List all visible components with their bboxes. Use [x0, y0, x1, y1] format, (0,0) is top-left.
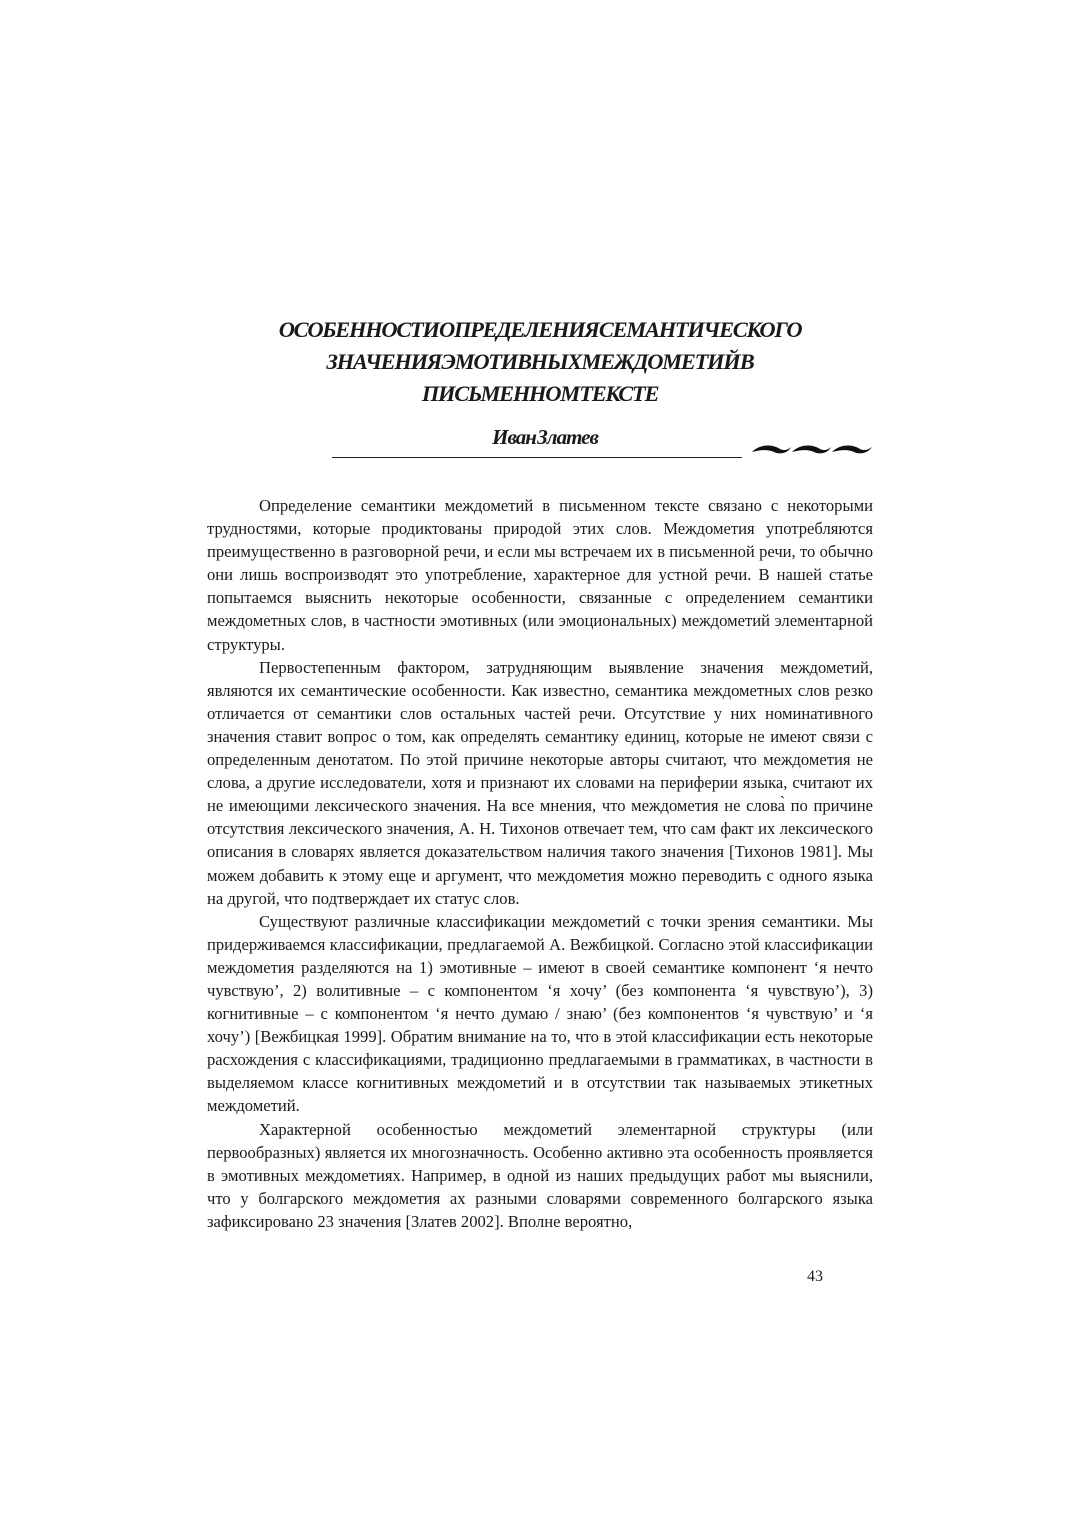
title-line-1: ОСОБЕННОСТИ ОПРЕДЕЛЕНИЯ СЕМАНТИЧЕСКОГО: [278, 317, 802, 342]
paragraph-1: Определение семантики междометий в письменном тексте связано с некоторыми трудностями, которые продиктованы природой этих слов. Междометия употребляются преимущественно в разговорной речи, и если мы встречаем их в письменной речи, то обычно они лишь воспроизводят это употребление, характерное для устной речи. В нашей статье попытаемся выяснить некоторые особенности, связанные с определением семантики междометных слов, в частности эмотивных (или эмоциональных) междометий элементарной структуры.: [207, 496, 873, 654]
author-name: Иван Златев: [492, 425, 598, 449]
article-title: [205, 314, 875, 410]
paragraph-3: Существуют различные классификации междометий с точки зрения семантики. Мы придерживаемся классификации, предлагаемой А. Вежбицкой. Согласно этой классификации междометия разделяются на 1) эмотивные – имеют в своей семантике компонент ‘я нечто чувствую’, 2) волитивные – с компонентом ‘я хочу’ (без компонента ‘я чувствую’), 3) когнитивные – с компонентом ‘я нечто думаю / знаю’ (без компонентов ‘я чувствую’ и ‘я хочу’) [Вежбицкая 1999]. Обратим внимание на то, что в этой классификации есть некоторые расхождения с классификациями, традиционно предлагаемыми в грамматиках, в частности в выделяемом классе когнитивных междометий и в отсутствии так называемых этикетных междометий.: [207, 911, 873, 1116]
swash-ornament-icon: [750, 438, 875, 460]
paragraph-2: Первостепенным фактором, затрудняющим выявление значения междометий, являются их семантические особенности. Как известно, семантика междометных слов резко отличается от семантики слов остальных частей речи. Отсутствие у них номинативного значения ставит вопрос о том, как определять семантику единиц, которые не имеют связи с определенным денотатом. По этой причине некоторые авторы считают, что междометия не слова, а другие исследователи, хотя и признают их словами на периферии языка, считают их не имеющими лексического значения. На все мнения, что междометия не слова̀ по причине отсутствия лексического значения, А. Н. Тихонов отвечает тем, что сам факт их лексического описания в словарях является доказательством наличия такого значения [Тихонов 1981]. Мы можем добавить к этому еще и аргумент, что междометия можно переводить с одного языка на другой, что подтверждает их статус слов.: [207, 657, 873, 908]
page-number: 43: [807, 1268, 823, 1285]
author-divider-line: [332, 457, 742, 458]
paragraph-4: Характерной особенностью междометий элементарной структуры (или первообразных) является их многозначность. Особенно активно эта особенность проявляется в эмотивных междометиях. Например, в одной из наших предыдущих работ мы выяснили, что у болгарского междометия ах разными словарями современного болгарского языка зафиксировано 23 значения [Златев 2002]. Вполне вероятно,: [207, 1119, 873, 1231]
title-line-3: ПИСЬМЕННОМ ТЕКСТЕ: [421, 381, 659, 406]
title-line-2: ЗНАЧЕНИЯ ЭМОТИВНЫХ МЕЖДОМЕТИЙ В: [326, 349, 754, 374]
article-body: [207, 494, 873, 1233]
